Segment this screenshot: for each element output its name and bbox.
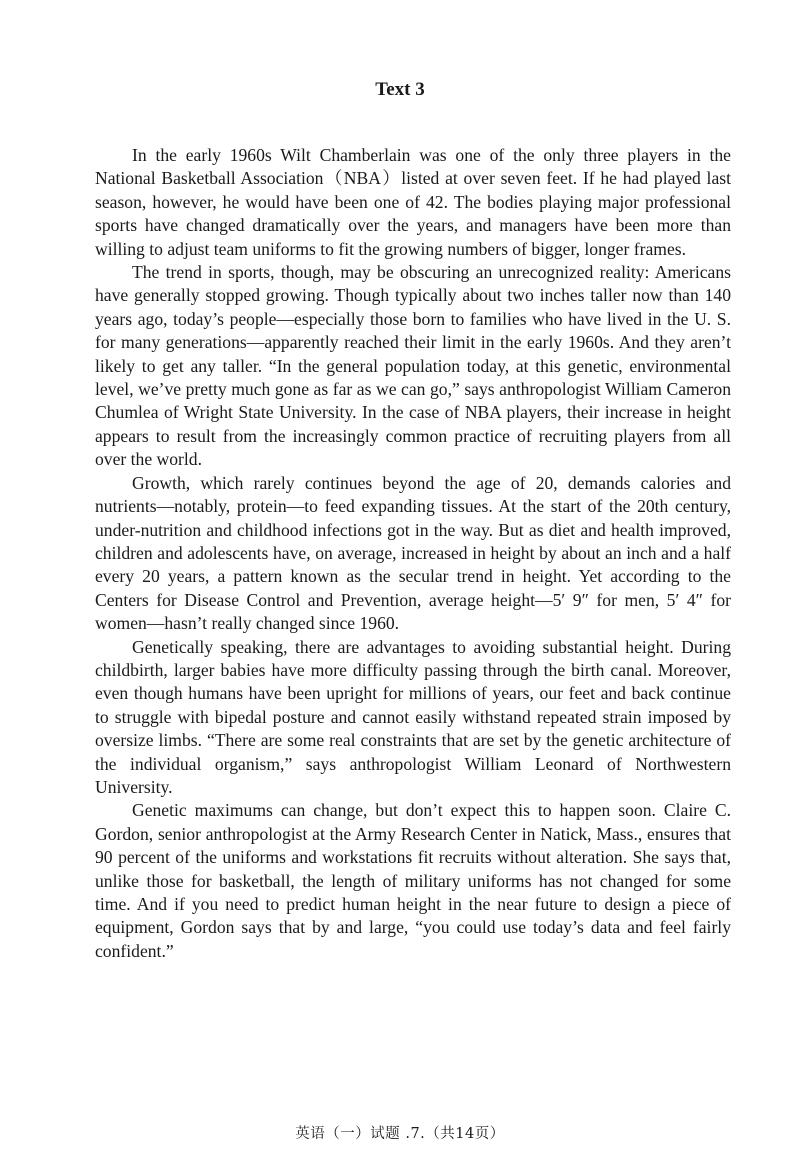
paragraph-2: The trend in sports, though, may be obscuring an unrecognized reality: Americans have generally stopped growing. Though typically about two inches taller now than 140 years ago, today’s people—especially those born to families who have lived in the U. S. for many generations—apparently reached their limit in the early 1960s. And they aren’t likely to get any taller. “In the general population today, at this genetic, environmental level, we’ve pretty much gone as far as we can go,” says anthropologist William Cameron Chumlea of Wright State University. In the case of NBA players, their increase in height appears to result from the increasingly common practice of recruiting players from all over the world. bbox=[95, 262, 731, 470]
text-heading: Text 3 bbox=[375, 79, 425, 100]
paragraph-1: In the early 1960s Wilt Chamberlain was one of the only three players in the National Basketball Association（NBA）listed at over seven feet. If he had played last season, however, he would have been one of 42. The bodies playing major professional sports have changed dramatically over the years, and managers have been more than willing to adjust team uniforms to fit the growing numbers of bigger, longer frames. bbox=[95, 145, 731, 259]
passage-body bbox=[95, 144, 731, 963]
page-footer: 英语（一）试题 .7.（共14页） bbox=[295, 1126, 505, 1142]
paragraph-4: Genetically speaking, there are advantages to avoiding substantial height. During childbirth, larger babies have more difficulty passing through the birth canal. Moreover, even though humans have been upright for millions of years, our feet and back continue to struggle with bipedal posture and cannot easily withstand repeated strain imposed by oversize limbs. “There are some real constraints that are set by the genetic architecture of the individual organism,” says anthropologist William Leonard of Northwestern University. bbox=[95, 636, 731, 797]
paragraph-3: Growth, which rarely continues beyond the age of 20, demands calories and nutrients—notably, protein—to feed expanding tissues. At the start of the 20th century, under-nutrition and childhood infections got in the way. But as diet and health improved, children and adolescents have, on average, increased in height by about an inch and a half every 20 years, a pattern known as the secular trend in height. Yet according to the Centers for Disease Control and Prevention, average height—5′ 9″ for men, 5′ 4″ for women—hasn’t really changed since 1960. bbox=[95, 472, 731, 634]
paragraph-5: Genetic maximums can change, but don’t expect this to happen soon. Claire C. Gordon, senior anthropologist at the Army Research Center in Natick, Mass., ensures that 90 percent of the uniforms and workstations fit recruits without alteration. She says that, unlike those for basketball, the length of military uniforms has not changed for some time. And if you need to predict human height in the near future to design a piece of equipment, Gordon says that by and large, “you could use today’s data and feel fairly confident.” bbox=[95, 800, 731, 961]
